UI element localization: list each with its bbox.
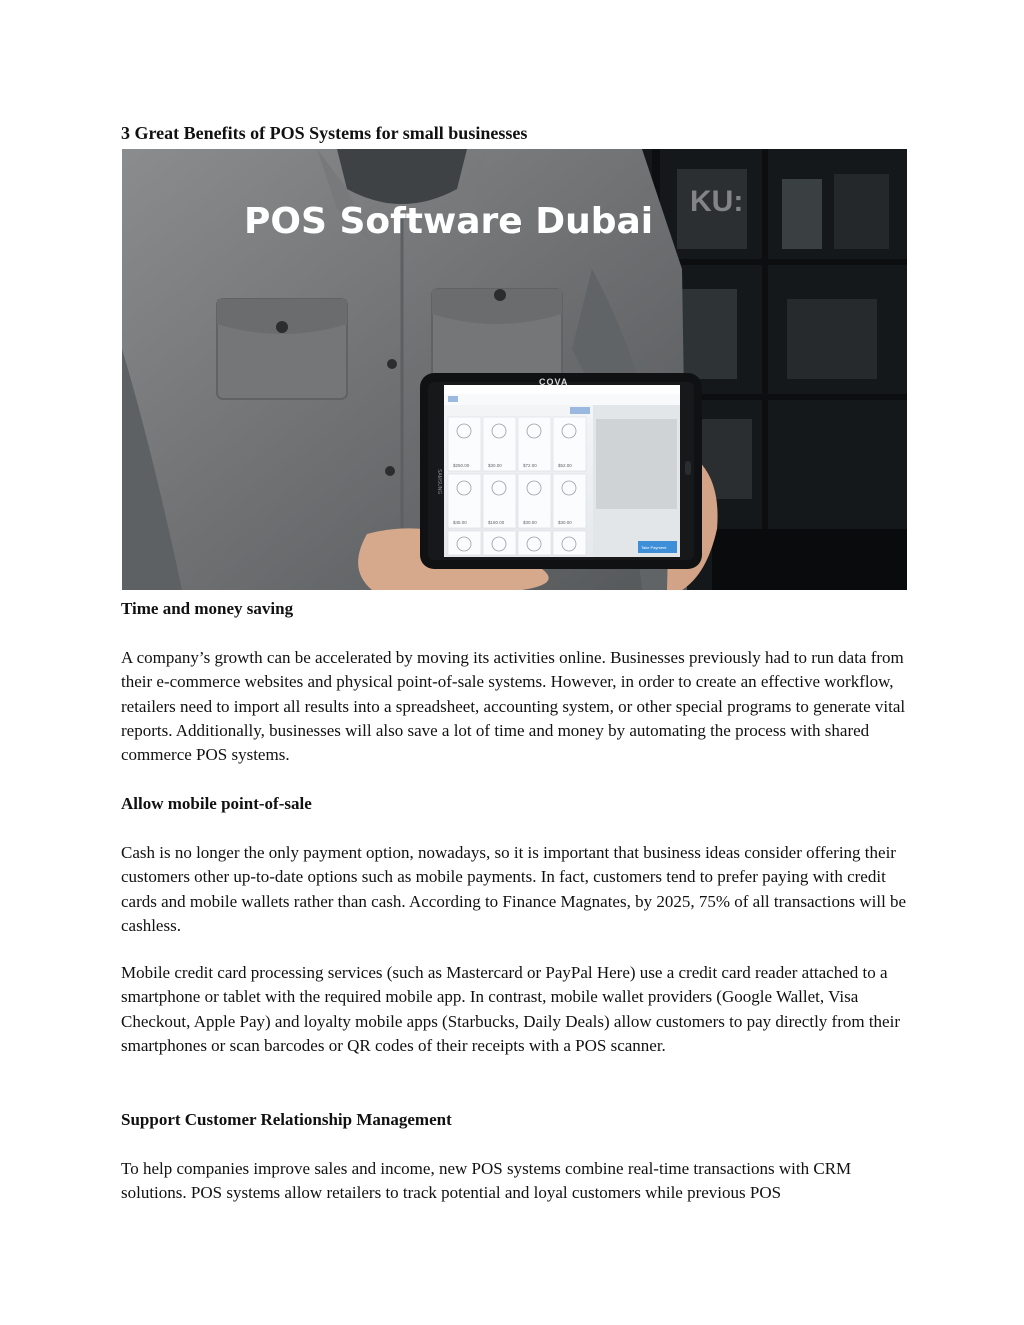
document-title: 3 Great Benefits of POS Systems for small businesses [121, 123, 528, 143]
pos-tablet [420, 373, 702, 569]
take-payment-label: Take Payment [641, 545, 667, 550]
section-heading-mobile-pos: Allow mobile point-of-sale [121, 794, 312, 813]
counter [712, 529, 907, 590]
tile-price: $52.00 [558, 463, 572, 468]
tile-price: $250.00 [453, 463, 470, 468]
paragraph-time-money: A company’s growth can be accelerated by moving its activities online. Businesses previously had to run data from their e-commerce websites and physical point-of-sale systems. However, in order to create an effective workflow, retailers need to import all results into a spreadsheet, accounting system, or other special programs to generate vital reports. Additionally, businesses will also save a lot of time and money by automating the process with shared commerce POS systems. [121, 648, 906, 765]
tile-price: $30.00 [523, 520, 537, 525]
section-heading-crm: Support Customer Relationship Management [121, 1110, 452, 1129]
paragraph-crm: To help companies improve sales and income, new POS systems combine real-time transactions with CRM solutions. POS systems allow retailers to track potential and loyal customers while previous POS [121, 1159, 852, 1203]
device-brand-logo: COVA [539, 377, 569, 387]
hero-illustration [122, 149, 907, 590]
tile-price: $45.00 [453, 520, 467, 525]
hero-overlay-title: POS Software Dubai [244, 201, 654, 242]
tablet-maker-label: SAMSUNG [436, 469, 442, 495]
tile-price: $72.00 [523, 463, 537, 468]
paragraph-mobile-pos-cash: Cash is no longer the only payment option, nowadays, so it is important that business ideas consider offering their customers other up-to-date options such as mobile payments. In fact, customers tend to prefer paying with credit cards and mobile wallets rather than cash. According to Finance Magnates, by 2025, 75% of all transactions will be cashless. [121, 843, 907, 935]
section-heading-time-money: Time and money saving [121, 599, 294, 618]
tile-price: $30.00 [558, 520, 572, 525]
tile-price: $30.00 [488, 463, 502, 468]
background-signage-text: KU: [690, 185, 744, 218]
hero-image [122, 149, 907, 590]
tile-price: $180.00 [488, 520, 505, 525]
paragraph-mobile-pos-services: Mobile credit card processing services (such as Mastercard or PayPal Here) use a credit card reader attached to a smartphone or tablet with the required mobile app. In contrast, mobile wallet providers (Google Wallet, Visa Checkout, Apple Pay) and loyalty mobile apps (Starbucks, Daily Deals) allow customers to pay directly from their smartphones or scan barcodes or QR codes of their receipts with a POS scanner. [121, 963, 900, 1055]
